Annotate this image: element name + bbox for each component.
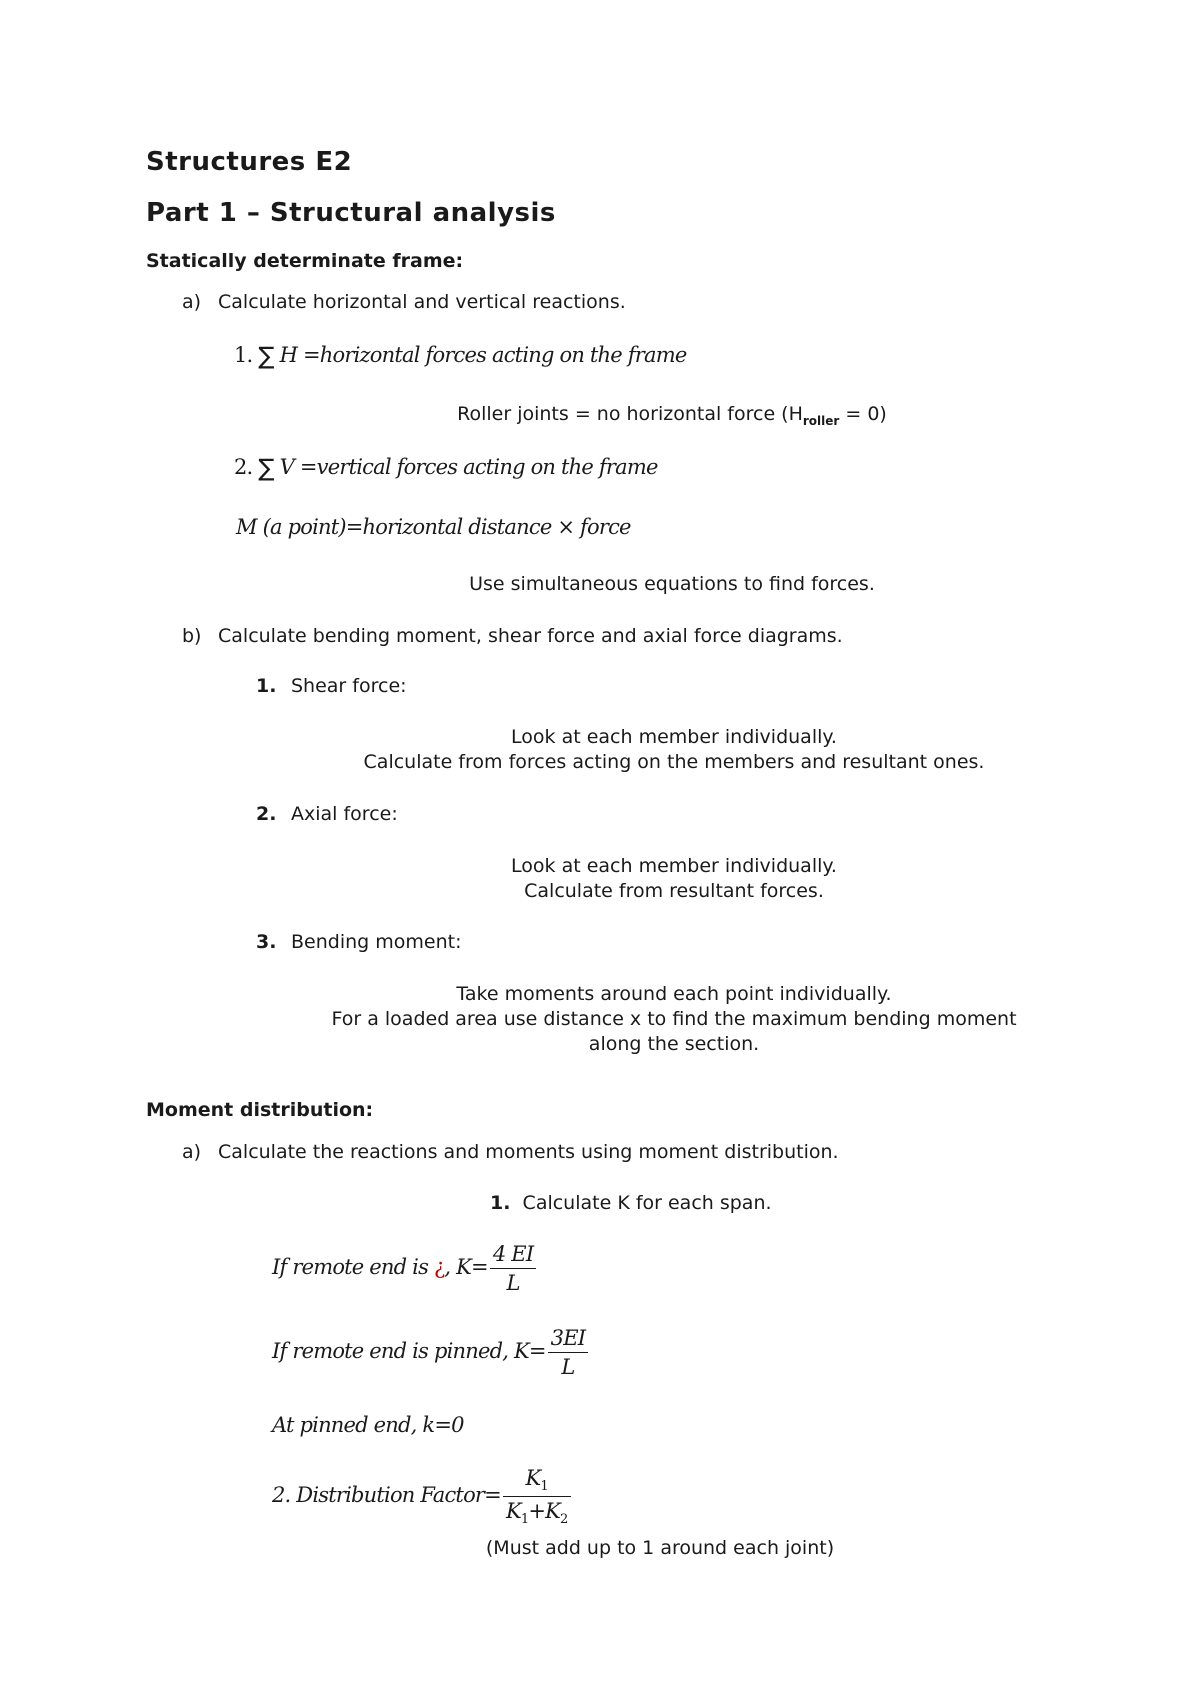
fraction <box>503 1466 571 1527</box>
item-detail: Look at each member individually. <box>511 855 837 877</box>
item-detail: along the section. <box>588 1033 760 1055</box>
item-detail: For a loaded area use distance x to find the maximum bending moment <box>331 1008 1017 1030</box>
formula-text: If remote end is pinned, K= <box>272 1339 546 1363</box>
equals-sign: = <box>303 343 320 367</box>
equation-rhs: vertical forces acting on the frame <box>316 455 658 479</box>
moment-rhs-distance: horizontal distance <box>362 515 552 539</box>
moment-rhs-force: force <box>580 515 631 539</box>
distribution-note: (Must add up to 1 around each joint) <box>485 1537 835 1559</box>
var: K <box>545 1499 561 1524</box>
fraction-denominator: L <box>506 1271 520 1295</box>
list-marker-a: a) <box>182 291 202 313</box>
equals-sign: = <box>299 455 317 479</box>
roller-joints-note <box>0 403 1200 428</box>
formula-text: , K= <box>444 1255 488 1279</box>
fraction-numerator: 4 EI <box>490 1242 536 1269</box>
fraction <box>548 1326 589 1379</box>
var: K <box>505 1499 521 1524</box>
part-heading: Part 1 – Structural analysis <box>146 198 556 228</box>
formula-text: 2. Distribution Factor= <box>272 1483 501 1508</box>
var-subscript: 2 <box>560 1512 568 1528</box>
item-label-bending: Bending moment: <box>291 931 462 953</box>
distribution-factor-formula <box>272 1466 573 1527</box>
formula-text: If remote end is <box>272 1255 434 1279</box>
step-1 <box>490 1192 772 1214</box>
moment-argument: (a point) <box>262 515 346 539</box>
step-text: Calculate K for each span. <box>522 1192 772 1214</box>
section-heading-moment-distribution: Moment distribution: <box>146 1099 374 1121</box>
step-text: Calculate horizontal and vertical reactions. <box>218 291 626 313</box>
roller-text-post: = 0) <box>839 403 887 425</box>
var-subscript: 1 <box>540 1479 548 1495</box>
equation-rhs: horizontal forces acting on the frame <box>319 343 687 367</box>
sigma-symbol: ∑ <box>258 342 274 370</box>
missing-glyph: ¿ <box>433 1255 445 1279</box>
roller-subscript: roller <box>802 413 840 428</box>
item-number: 1. <box>256 675 277 697</box>
var-subscript: 1 <box>520 1512 529 1528</box>
item-label-shear: Shear force: <box>291 675 407 697</box>
k-fixed-formula <box>272 1242 538 1295</box>
k-pinned-formula <box>272 1326 590 1379</box>
simultaneous-note: Use simultaneous equations to find forces. <box>469 573 875 595</box>
var: K <box>525 1466 541 1490</box>
fraction <box>490 1242 536 1295</box>
step-number: 1. <box>490 1192 511 1214</box>
item-detail: Calculate from resultant forces. <box>524 880 824 902</box>
plus-sign: + <box>528 1499 546 1524</box>
fraction-denominator <box>503 1497 571 1527</box>
fraction-numerator: 3EI <box>548 1326 589 1353</box>
sigma-symbol: ∑ <box>258 454 274 482</box>
item-label-axial: Axial force: <box>291 803 398 825</box>
step-text: Calculate bending moment, shear force and axial force diagrams. <box>218 625 843 647</box>
section-heading-statically-determinate: Statically determinate frame: <box>146 250 464 272</box>
equals-sign: = <box>345 515 363 539</box>
fraction-denominator: L <box>561 1355 575 1379</box>
item-number: 2. <box>256 803 277 825</box>
list-marker-b: b) <box>182 625 202 647</box>
times-sign: × <box>557 515 575 539</box>
equation-lhs: H <box>279 343 298 367</box>
equation-moment <box>236 515 631 539</box>
equation-number: 2. <box>234 455 253 479</box>
item-detail: Calculate from forces acting on the members and resultant ones. <box>363 751 985 773</box>
equation-number: 1. <box>234 343 253 367</box>
list-marker-a: a) <box>182 1141 202 1163</box>
fraction-numerator <box>503 1466 571 1497</box>
step-text: Calculate the reactions and moments using moment distribution. <box>218 1141 839 1163</box>
equation-lhs: V <box>279 455 294 479</box>
moment-symbol: M <box>236 515 257 539</box>
k-zero-formula: At pinned end, k=0 <box>272 1413 464 1437</box>
item-number: 3. <box>256 931 277 953</box>
equation-sum-vertical <box>234 454 658 482</box>
equation-sum-horizontal <box>234 342 686 370</box>
item-detail: Take moments around each point individually. <box>456 983 892 1005</box>
document-title: Structures E2 <box>146 147 353 177</box>
roller-text-pre: Roller joints = no horizontal force (H <box>457 403 803 425</box>
item-detail: Look at each member individually. <box>511 726 837 748</box>
